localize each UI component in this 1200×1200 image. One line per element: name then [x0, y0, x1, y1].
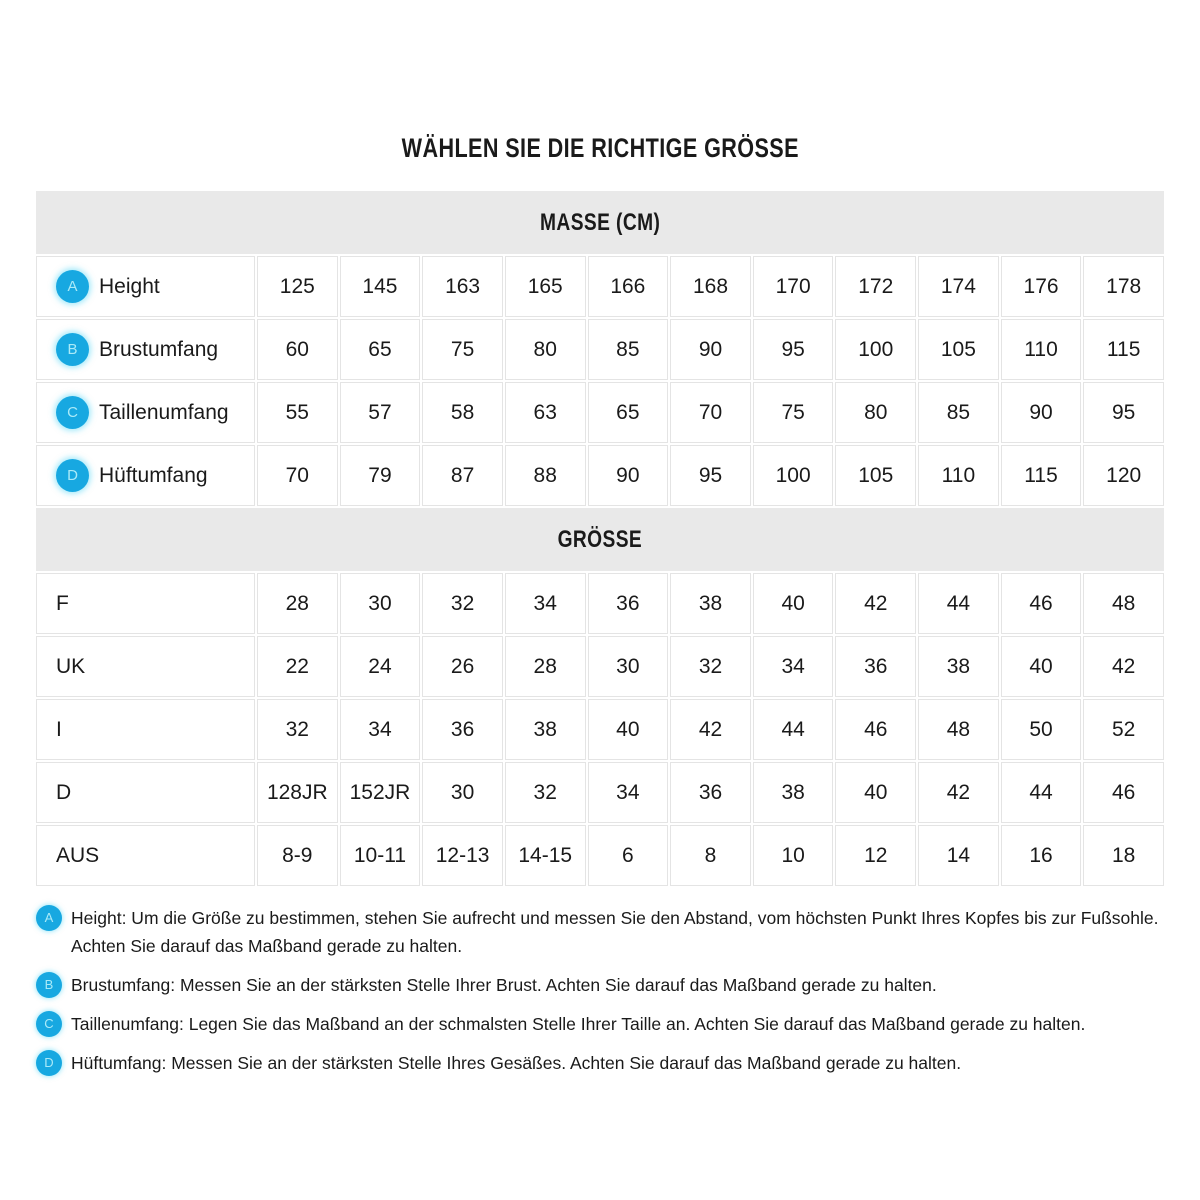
value-cell: 58 — [422, 382, 503, 443]
value-cell: 46 — [1001, 573, 1082, 634]
value-cell: 50 — [1001, 699, 1082, 760]
value-cell: 10 — [753, 825, 834, 886]
measure-badge-d: D — [56, 459, 89, 492]
value-cell: 95 — [670, 445, 751, 506]
note-text — [71, 1010, 1164, 1038]
note-line: Taillenumfang: Legen Sie das Maßband an der schmalsten Stelle Ihrer Taille an. Achten Sie darauf das Maßband gerade zu halten. — [71, 1014, 1086, 1034]
value-cell: 63 — [505, 382, 586, 443]
note-text — [71, 971, 1164, 999]
value-cell: 8-9 — [257, 825, 338, 886]
value-cell: 57 — [340, 382, 421, 443]
value-cell: 40 — [835, 762, 916, 823]
value-cell: 34 — [505, 573, 586, 634]
row-taillenumfang — [36, 382, 1164, 443]
value-cell: 168 — [670, 256, 751, 317]
value-cell: 34 — [588, 762, 669, 823]
value-cell: 44 — [918, 573, 999, 634]
value-cell: 110 — [918, 445, 999, 506]
value-cell: 42 — [835, 573, 916, 634]
value-cell: 40 — [753, 573, 834, 634]
value-cell: 48 — [1083, 573, 1164, 634]
note-b — [36, 971, 1164, 999]
value-cell: 75 — [422, 319, 503, 380]
note-line: Hüftumfang: Messen Sie an der stärksten Stelle Ihres Gesäßes. Achten Sie darauf das Maßband gerade zu halten. — [71, 1053, 962, 1073]
value-cell: 52 — [1083, 699, 1164, 760]
page-title — [0, 0, 1200, 165]
row-label: F — [56, 591, 69, 615]
value-cell: 26 — [422, 636, 503, 697]
value-cell: 22 — [257, 636, 338, 697]
value-cell: 165 — [505, 256, 586, 317]
note-line: Height: Um die Größe zu bestimmen, stehen Sie aufrecht und messen Sie den Abstand, vom höchsten Punkt Ihres Kopfes bis zur Fußsohle. — [71, 908, 1159, 928]
row-label-cell — [36, 636, 255, 697]
value-cell: 87 — [422, 445, 503, 506]
value-cell: 42 — [918, 762, 999, 823]
row-label: UK — [56, 654, 86, 678]
value-cell: 40 — [588, 699, 669, 760]
row-label: D — [56, 780, 72, 804]
value-cell: 48 — [918, 699, 999, 760]
value-cell: 95 — [753, 319, 834, 380]
masse-header-label: MASSE (CM) — [539, 208, 661, 236]
note-line: Brustumfang: Messen Sie an der stärksten Stelle Ihrer Brust. Achten Sie darauf das Maßband gerade zu halten. — [71, 975, 937, 995]
measure-badge-b: B — [56, 333, 89, 366]
value-cell: 120 — [1083, 445, 1164, 506]
value-cell: 163 — [422, 256, 503, 317]
value-cell: 90 — [1001, 382, 1082, 443]
value-cell: 44 — [753, 699, 834, 760]
row-label: Taillenumfang — [99, 400, 229, 424]
value-cell: 115 — [1083, 319, 1164, 380]
groesse-header-label: GRÖSSE — [557, 525, 643, 553]
value-cell: 85 — [918, 382, 999, 443]
value-cell: 65 — [340, 319, 421, 380]
value-cell: 170 — [753, 256, 834, 317]
value-cell: 8 — [670, 825, 751, 886]
value-cell: 145 — [340, 256, 421, 317]
value-cell: 105 — [835, 445, 916, 506]
row-label-cell — [36, 699, 255, 760]
value-cell: 12-13 — [422, 825, 503, 886]
value-cell: 70 — [670, 382, 751, 443]
value-cell: 28 — [257, 573, 338, 634]
value-cell: 32 — [505, 762, 586, 823]
note-line: Achten Sie darauf das Maßband gerade zu halten. — [71, 936, 463, 956]
row-label-cell — [36, 256, 255, 317]
value-cell: 38 — [670, 573, 751, 634]
value-cell: 90 — [588, 445, 669, 506]
value-cell: 36 — [670, 762, 751, 823]
value-cell: 178 — [1083, 256, 1164, 317]
value-cell: 38 — [505, 699, 586, 760]
note-badge-b: B — [36, 972, 62, 998]
value-cell: 40 — [1001, 636, 1082, 697]
value-cell: 36 — [835, 636, 916, 697]
row-label-cell — [36, 445, 255, 506]
value-cell: 18 — [1083, 825, 1164, 886]
value-cell: 36 — [588, 573, 669, 634]
row-label: AUS — [56, 843, 100, 867]
value-cell: 88 — [505, 445, 586, 506]
value-cell: 30 — [588, 636, 669, 697]
value-cell: 32 — [257, 699, 338, 760]
masse-header-band — [36, 191, 1164, 254]
note-text — [71, 904, 1164, 960]
value-cell: 14 — [918, 825, 999, 886]
value-cell: 32 — [422, 573, 503, 634]
value-cell: 10-11 — [340, 825, 421, 886]
row-label: Height — [99, 274, 160, 298]
value-cell: 34 — [753, 636, 834, 697]
value-cell: 80 — [835, 382, 916, 443]
value-cell: 38 — [753, 762, 834, 823]
note-d — [36, 1049, 1164, 1077]
value-cell: 38 — [918, 636, 999, 697]
value-cell: 24 — [340, 636, 421, 697]
note-a — [36, 904, 1164, 960]
note-text — [71, 1049, 1164, 1077]
row-d — [36, 762, 1164, 823]
row-label-cell — [36, 762, 255, 823]
value-cell: 44 — [1001, 762, 1082, 823]
row-label-cell — [36, 319, 255, 380]
value-cell: 46 — [1083, 762, 1164, 823]
value-cell: 105 — [918, 319, 999, 380]
row-label: Brustumfang — [99, 337, 219, 361]
value-cell: 79 — [340, 445, 421, 506]
value-cell: 6 — [588, 825, 669, 886]
value-cell: 34 — [340, 699, 421, 760]
value-cell: 65 — [588, 382, 669, 443]
groesse-header-band — [36, 508, 1164, 571]
value-cell: 55 — [257, 382, 338, 443]
size-chart — [36, 191, 1164, 886]
row-i — [36, 699, 1164, 760]
value-cell: 28 — [505, 636, 586, 697]
value-cell: 85 — [588, 319, 669, 380]
row-hüftumfang — [36, 445, 1164, 506]
value-cell: 46 — [835, 699, 916, 760]
note-c — [36, 1010, 1164, 1038]
value-cell: 90 — [670, 319, 751, 380]
measure-badge-a: A — [56, 270, 89, 303]
value-cell: 172 — [835, 256, 916, 317]
value-cell: 42 — [1083, 636, 1164, 697]
row-height — [36, 256, 1164, 317]
value-cell: 60 — [257, 319, 338, 380]
note-badge-c: C — [36, 1011, 62, 1037]
row-brustumfang — [36, 319, 1164, 380]
row-label: Hüftumfang — [99, 463, 208, 487]
note-badge-a: A — [36, 905, 62, 931]
row-aus — [36, 825, 1164, 886]
value-cell: 80 — [505, 319, 586, 380]
value-cell: 32 — [670, 636, 751, 697]
value-cell: 14-15 — [505, 825, 586, 886]
value-cell: 75 — [753, 382, 834, 443]
note-badge-d: D — [36, 1050, 62, 1076]
value-cell: 174 — [918, 256, 999, 317]
value-cell: 12 — [835, 825, 916, 886]
value-cell: 152JR — [340, 762, 421, 823]
value-cell: 70 — [257, 445, 338, 506]
value-cell: 100 — [753, 445, 834, 506]
row-label-cell — [36, 382, 255, 443]
value-cell: 30 — [340, 573, 421, 634]
value-cell: 125 — [257, 256, 338, 317]
row-label: I — [56, 717, 62, 741]
value-cell: 36 — [422, 699, 503, 760]
value-cell: 30 — [422, 762, 503, 823]
value-cell: 110 — [1001, 319, 1082, 380]
page-title-text: WÄHLEN SIE DIE RICHTIGE GRÖSSE — [401, 133, 799, 163]
value-cell: 42 — [670, 699, 751, 760]
row-uk — [36, 636, 1164, 697]
row-label-cell — [36, 825, 255, 886]
row-f — [36, 573, 1164, 634]
row-label-cell — [36, 573, 255, 634]
value-cell: 95 — [1083, 382, 1164, 443]
measurement-notes — [36, 904, 1164, 1077]
value-cell: 176 — [1001, 256, 1082, 317]
value-cell: 100 — [835, 319, 916, 380]
value-cell: 128JR — [257, 762, 338, 823]
measure-badge-c: C — [56, 396, 89, 429]
value-cell: 16 — [1001, 825, 1082, 886]
value-cell: 115 — [1001, 445, 1082, 506]
value-cell: 166 — [588, 256, 669, 317]
